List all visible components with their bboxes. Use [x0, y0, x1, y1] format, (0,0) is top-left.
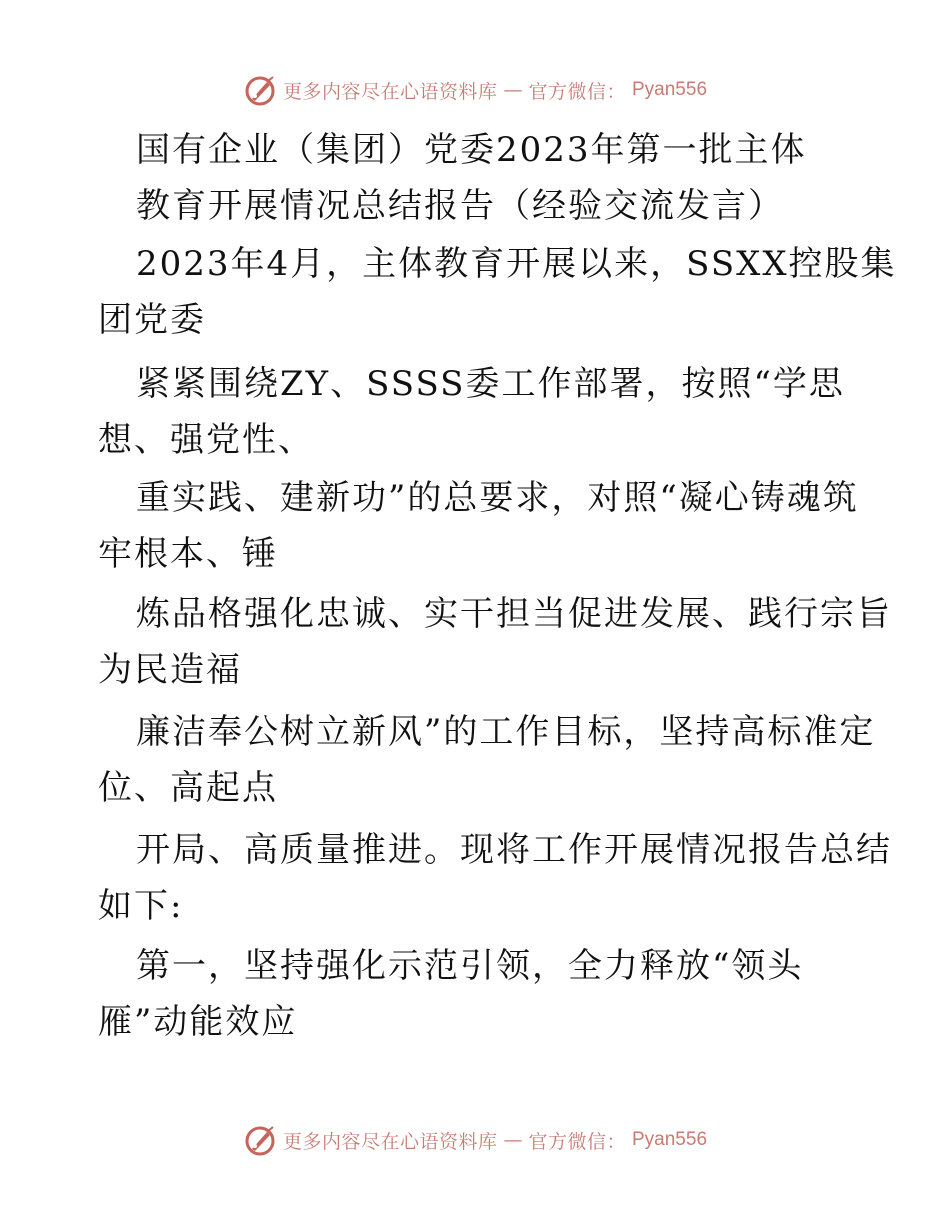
section-heading-line: 雁”动能效应 [98, 1002, 298, 1042]
paragraph-line: 重实践、建新功”的总要求，对照“凝心铸魂筑 [136, 478, 859, 518]
section-heading-line: 第一，坚持强化示范引领，全力释放“领头 [136, 946, 804, 986]
watermark-footer [0, 1120, 950, 1160]
paragraph-line: 廉洁奉公树立新风”的工作目标，坚持高标准定 [136, 712, 876, 752]
paragraph-line: 开局、高质量推进。现将工作开展情况报告总结 [136, 830, 892, 870]
watermark-slogan: 更多内容尽在心语资料库 [282, 1130, 498, 1153]
watermark-separator: — [503, 1129, 523, 1151]
quill-logo-icon [243, 73, 277, 107]
paragraph-line: 2023年4月，主体教育开展以来，SSXX控股集 [136, 244, 897, 284]
watermark-header [0, 70, 950, 110]
paragraph-line: 紧紧围绕ZY、SSSS委工作部署，按照“学思 [136, 364, 845, 404]
paragraph-line: 如下: [98, 886, 184, 926]
paragraph-line: 牢根本、锤 [98, 534, 278, 574]
title-line-1: 国有企业（集团）党委2023年第一批主体 [136, 130, 807, 170]
paragraph-line: 位、高起点 [98, 768, 278, 808]
paragraph-line: 想、强党性、 [98, 420, 314, 460]
paragraph-line: 为民造福 [98, 650, 242, 690]
watermark-account: Pyan556 [632, 1129, 708, 1150]
watermark-account: Pyan556 [632, 79, 708, 100]
watermark-official-label: 官方微信： [528, 80, 626, 103]
paragraph-line: 炼品格强化忠诚、实干担当促进发展、践行宗旨 [136, 594, 892, 634]
title-line-2: 教育开展情况总结报告（经验交流发言） [136, 186, 784, 226]
watermark-slogan: 更多内容尽在心语资料库 [282, 80, 498, 103]
quill-logo-icon [243, 1123, 277, 1157]
paragraph-line: 团党委 [98, 300, 206, 340]
watermark-separator: — [503, 79, 523, 101]
watermark-official-label: 官方微信： [528, 1130, 626, 1153]
